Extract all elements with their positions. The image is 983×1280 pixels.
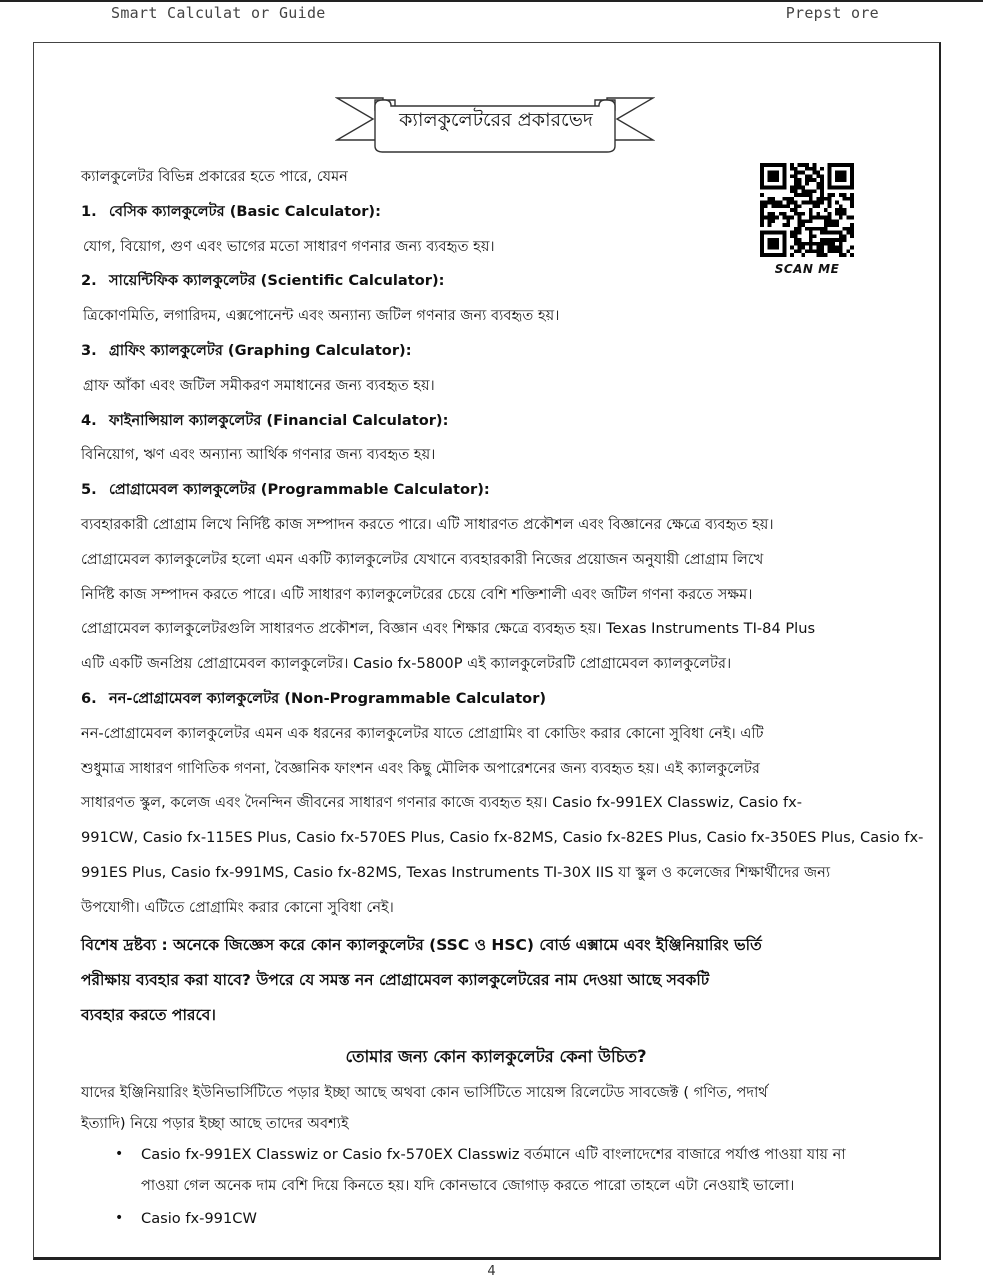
type-heading: বেসিক ক্যালকুলেটর (Basic Calculator):	[109, 202, 381, 220]
special-note-line: ব্যবহার করতে পারবে।	[81, 1005, 216, 1024]
recommendation-intro-line: ইত্যাদি) নিয়ে পড়ার ইচ্ছা আছে তাদের অবশ্যই	[81, 1114, 349, 1132]
type-description-line: উপযোগী। এটিতে প্রোগ্রামিং করার কোনো সুবিধা নেই।	[81, 898, 394, 916]
type-heading: ফাইনান্সিয়াল ক্যালকুলেটর (Financial Calculator):	[109, 411, 449, 429]
recommendation-heading: তোমার জন্য কোন ক্যালকুলেটর কেনা উচিত?	[345, 1046, 647, 1066]
type-description-line: 991ES Plus, Casio fx-991MS, Casio fx-82MS, Texas Instruments TI-30X IIS যা স্কুল ও কলেজের শিক্ষার্থীদের জন্য	[81, 863, 831, 881]
type-description-line: এটি একটি জনপ্রিয় প্রোগ্রামেবল ক্যালকুলেটর। Casio fx-5800P এই ক্যালকুলেটরটি প্রোগ্রামেবল ক্যালকুলেটর।	[81, 655, 732, 673]
special-note	[81, 928, 911, 1033]
type-description: বিনিয়োগ, ঋণ এবং অন্যান্য আর্থিক গণনার জন্য ব্যবহৃত হয়।	[81, 446, 436, 464]
type-heading: প্রোগ্রামেবল ক্যালকুলেটর (Programmable Calculator):	[109, 481, 490, 499]
page-content	[81, 160, 924, 1236]
calculator-type-1	[81, 195, 911, 265]
scan-me-label: SCAN ME	[774, 262, 840, 276]
intro-text: ক্যালকুলেটর বিভিন্ন প্রকারের হতে পারে, যেমন	[81, 168, 348, 185]
calculator-type-5	[81, 473, 911, 682]
calculator-type-3	[81, 334, 911, 404]
recommendation-item-line: পাওয়া গেল অনেক দাম বেশি দিয়ে কিনতে হয়। যদি কোনভাবে জোগাড় করতে পারো তাহলে এটা নেওয়াই ভালো।	[141, 1176, 795, 1194]
section-title: ক্যালকুলেটরের প্রকারভেদ	[399, 109, 593, 131]
special-note-line: বিশেষ দ্রষ্টব্য : অনেকে জিজ্ঞেস করে কোন ক্যালকুলেটর (SSC ও HSC) বোর্ড এক্সামে এবং ইঞ্জিনিয়ারিং ভর্তি	[81, 935, 762, 954]
running-header-title: Smart Calculat or Guide	[111, 4, 326, 22]
recommendation-item	[141, 1139, 911, 1203]
recommendation-list	[81, 1139, 911, 1236]
calculator-type-6	[81, 682, 924, 926]
type-heading: নন-প্রোগ্রামেবল ক্যালকুলেটর (Non-Programmable Calculator)	[109, 689, 547, 707]
section-banner	[335, 88, 655, 158]
type-description: গ্রাফ আঁকা এবং জটিল সমীকরণ সমাধানের জন্য ব্যবহৃত হয়।	[83, 376, 435, 394]
running-header-brand: Prepst ore	[785, 4, 879, 22]
list-number: 6.	[81, 689, 97, 707]
type-description: যোগ, বিয়োগ, গুণ এবং ভাগের মতো সাধারণ গণনার জন্য ব্যবহৃত হয়।	[83, 237, 495, 255]
list-number: 2.	[81, 272, 97, 290]
type-description-line: নির্দিষ্ট কাজ সম্পাদন করতে পারে। এটি সাধারণ ক্যালকুলেটরের চেয়ে বেশি শক্তিশালী এবং জটিল গণনা করতে সক্ষম।	[81, 585, 753, 603]
calculator-type-4	[81, 404, 911, 474]
page-number: 4	[487, 1264, 496, 1279]
list-number: 5.	[81, 481, 97, 499]
list-number: 1.	[81, 202, 97, 220]
type-description-line: ব্যবহারকারী প্রোগ্রাম লিখে নির্দিষ্ট কাজ সম্পাদন করতে পারে। এটি সাধারণত প্রকৌশল এবং বিজ্ঞানের ক্ষেত্রে ব্যবহৃত হয়।	[81, 515, 774, 533]
calculator-type-2	[81, 264, 911, 334]
type-description: ত্রিকোণমিতি, লগারিদম, এক্সপোনেন্ট এবং অন্যান্য জটিল গণনার জন্য ব্যবহৃত হয়।	[83, 307, 560, 325]
type-description-line: শুধুমাত্র সাধারণ গাণিতিক গণনা, বৈজ্ঞানিক ফাংশন এবং কিছু মৌলিক অপারেশনের জন্য ব্যবহৃত হয়। এই ক্যালকুলেটর	[81, 759, 760, 777]
recommendation-item	[141, 1203, 911, 1236]
recommendation-intro	[81, 1077, 911, 1139]
special-note-line: পরীক্ষায় ব্যবহার করা যাবে? উপরে যে সমস্ত নন প্রোগ্রামেবল ক্যালকুলেটরের নাম দেওয়া আছে সবকটি	[81, 970, 710, 989]
type-description-line: 991CW, Casio fx-115ES Plus, Casio fx-570ES Plus, Casio fx-82MS, Casio fx-82ES Plus, Casio fx-350ES Plus, Casio fx-	[81, 829, 924, 847]
top-edge-bar	[0, 0, 983, 2]
type-description-line: নন-প্রোগ্রামেবল ক্যালকুলেটর এমন এক ধরনের ক্যালকুলেটর যাতে প্রোগ্রামিং বা কোডিং করার কোনো সুবিধা নেই। এটি	[81, 724, 764, 742]
recommendation-intro-line: যাদের ইঞ্জিনিয়ারিং ইউনিভার্সিটিতে পড়ার ইচ্ছা আছে অথবা কোন ভার্সিটিতে সায়েন্স রিলেটেড সাবজেক্ট ( গণিত, পদার্থ	[81, 1083, 768, 1101]
list-number: 4.	[81, 411, 97, 429]
type-description-line: প্রোগ্রামেবল ক্যালকুলেটর হলো এমন একটি ক্যালকুলেটর যেখানে ব্যবহারকারী নিজের প্রয়োজন অনুযায়ী প্রোগ্রাম লিখে	[81, 550, 764, 568]
type-description-line: প্রোগ্রামেবল ক্যালকুলেটরগুলি সাধারণত প্রকৌশল, বিজ্ঞান এবং শিক্ষার ক্ষেত্রে ব্যবহৃত হয়। Texas Instruments TI-84 Plus	[81, 620, 816, 638]
recommendation-item-line: • Casio fx-991EX Classwiz or Casio fx-570EX Classwiz বর্তমানে এটি বাংলাদেশের বাজারে পর্যাপ্ত পাওয়া যায় না	[141, 1145, 846, 1163]
recommendation-item-line: • Casio fx-991CW	[141, 1209, 257, 1227]
type-description-line: সাধারণত স্কুল, কলেজ এবং দৈনন্দিন জীবনের সাধারণ গণনার কাজে ব্যবহৃত হয়। Casio fx-991EX Classwiz, Casio fx-	[81, 794, 802, 812]
type-heading: গ্রাফিং ক্যালকুলেটর (Graphing Calculator):	[109, 341, 412, 359]
type-heading: সায়েন্টিফিক ক্যালকুলেটর (Scientific Calculator):	[109, 272, 445, 290]
list-number: 3.	[81, 341, 97, 359]
